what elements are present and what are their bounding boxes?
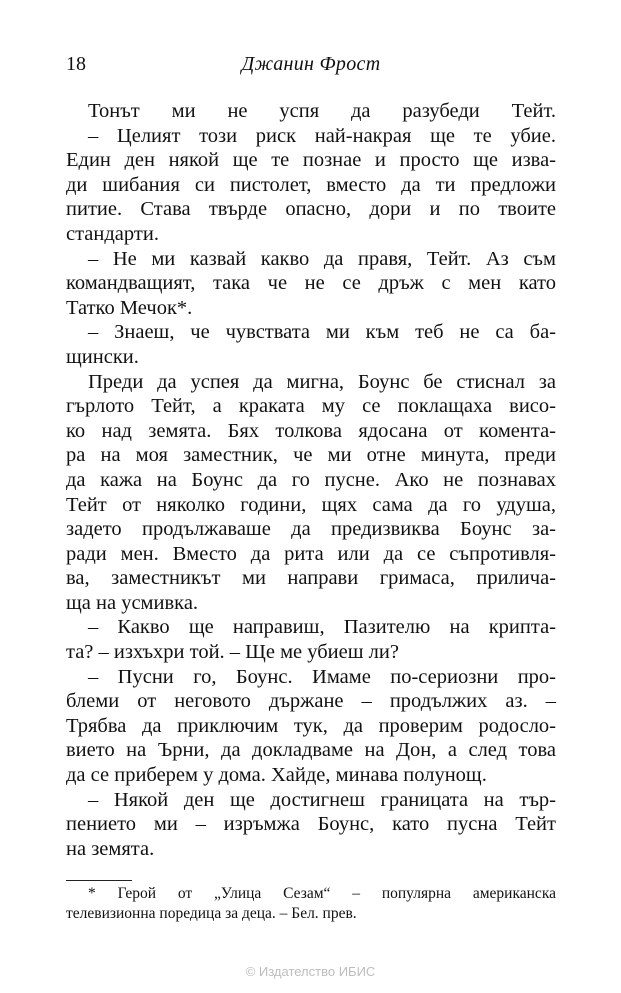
- publisher-watermark: © Издателство ИБИС: [245, 964, 376, 979]
- footnote-line: * Герой от „Улица Сезам“ – популярна американска: [88, 885, 556, 902]
- footnote-divider: [66, 880, 132, 881]
- running-head-author: Джанин Фрост: [241, 53, 381, 75]
- text-line: пението ми – изръмжа Боунс, като пусна Тейт: [66, 813, 556, 836]
- text-line: питие. Става твърде опасно, дори и по твоите: [66, 198, 556, 221]
- text-line: ща на усмивка.: [66, 591, 199, 614]
- text-line: – Пусни го, Боунс. Имаме по-сериозни про-: [88, 665, 556, 688]
- text-line: вието на Ърни, да докладваме на Дон, а след това: [66, 739, 556, 762]
- text-line: задето продължаваше да предизвиква Боунс за-: [66, 518, 556, 541]
- text-line: на земята.: [66, 837, 155, 860]
- text-line: – Какво ще направиш, Пазителю на крипта-: [88, 616, 556, 639]
- text-line: стандарти.: [66, 222, 159, 245]
- text-line: – Знаеш, че чувствата ми към теб не са ба-: [88, 321, 556, 344]
- text-line: Преди да успея да мигна, Боунс бе стиснал за: [88, 370, 556, 393]
- text-line: гърлото Тейт, а краката му се поклащаха висо-: [66, 395, 556, 418]
- text-line: Тонът ми не успя да разубеди Тейт.: [88, 100, 556, 122]
- text-line: та? – изхъхри той. – Ще ме убиеш ли?: [66, 641, 399, 664]
- text-line: – Целият този риск най-накрая ще те убие.: [88, 124, 556, 147]
- text-line: да се приберем у дома. Хайде, минава полунощ.: [66, 764, 487, 787]
- text-line: щински.: [66, 345, 139, 368]
- text-line: ди шибания си пистолет, вместо да ти предложи: [66, 173, 556, 196]
- text-line: – Не ми казвай какво да правя, Тейт. Аз съм: [88, 247, 556, 270]
- footnote-line: телевизионна поредица за деца. – Бел. прев.: [66, 905, 357, 922]
- text-line: командващият, така че не се дръж с мен като: [66, 272, 556, 295]
- text-line: ради мен. Вместо да рита или да се съпротивля-: [66, 542, 556, 565]
- page-number: 18: [66, 53, 86, 75]
- text-line: – Някой ден ще достигнеш границата на тър-: [88, 788, 556, 811]
- text-line: Татко Мечок*.: [66, 296, 193, 319]
- body-text: [66, 99, 556, 861]
- text-line: Трябва да приключим тук, да проверим родосло-: [66, 714, 556, 737]
- text-line: Тейт от няколко години, щях сама да го удуша,: [66, 493, 556, 516]
- text-line: ко над земята. Бях толкова ядосана от комента-: [66, 419, 556, 442]
- footnote: [66, 884, 556, 924]
- page-header: [66, 52, 556, 76]
- text-line: блеми от неговото държане – продължих аз. –: [66, 690, 556, 713]
- text-line: да кажа на Боунс да го пусне. Ако не познавах: [66, 468, 556, 491]
- text-line: Един ден някой ще те познае и просто ще изва-: [66, 149, 556, 172]
- text-line: ва, заместникът ми направи гримаса, прилича-: [66, 567, 556, 590]
- text-line: ра на моя заместник, че ми отне минута, преди: [66, 444, 556, 467]
